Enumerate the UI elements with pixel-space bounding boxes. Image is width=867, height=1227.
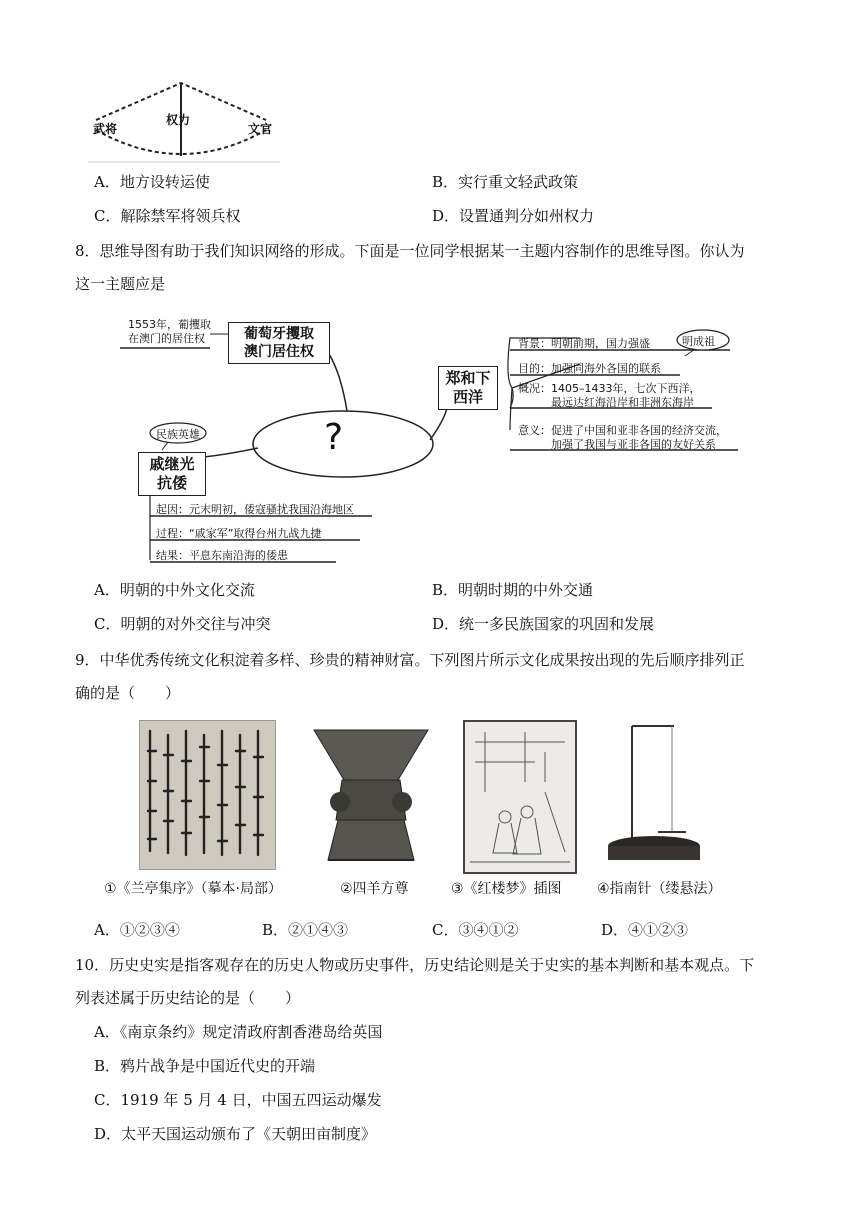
option-key: B． [262,921,289,939]
option-text: ②①④③ [288,921,349,939]
caption-1: ①《兰亭集序》（摹本·局部） [104,881,283,897]
diagram-left-label: 武将 [93,122,118,136]
power-diagram [88,78,280,164]
center-question-mark: ? [324,417,344,458]
option-key: C． [432,921,459,939]
q8-option-a[interactable] [94,580,255,600]
option-text: 明朝的对外交往与冲突 [120,615,271,633]
option-key: A． [94,921,120,939]
option-key: A． [94,173,120,191]
bronze-vessel-drawing [302,720,440,868]
option-text: 《南京条约》规定清政府割香港岛给英国 [119,1023,383,1041]
option-key: A． [94,1023,120,1041]
qi-result: 结果：平息东南沿海的倭患 [156,549,288,562]
caption-3: ③《红楼梦》插图 [451,881,562,897]
option-key: B． [94,1057,121,1075]
lanting-calligraphy-image [139,720,276,870]
zheng-overview-2: 最远达红海沿岸和非洲东海岸 [551,396,694,409]
portugal-box-line: 澳门居住权 [244,344,314,360]
q9-option-a[interactable] [94,920,180,940]
q8-stem-line1: 8．思维导图有助于我们知识网络的形成。下面是一位同学根据某一主题内容制作的思维导图。你认为 [75,242,745,260]
option-key: D． [432,207,460,225]
option-text: 明朝的中外文化交流 [119,581,255,599]
illustration-sketch [465,722,575,872]
option-key: D． [432,615,460,633]
q7-option-a[interactable] [94,172,210,192]
q9-option-c[interactable] [432,920,519,940]
option-key: A． [94,581,120,599]
q7-option-d[interactable] [432,206,594,226]
diagram-center-label: 权力 [166,113,191,127]
zheng-he-box [438,366,498,410]
caption-2: ②四羊方尊 [340,881,409,897]
caption-4: ④指南针（缕悬法） [597,881,722,897]
option-key: C． [94,1091,121,1109]
diagram-right-label: 文官 [248,122,273,136]
q10-stem-line1: 10．历史史实是指客观存在的历史人物或历史事件，历史结论则是关于史实的基本判断和基本观点。下 [75,956,755,974]
portugal-note-line: 1553年，葡攫取 [128,318,211,331]
option-text: ③④①② [458,921,519,939]
option-key: D． [94,1125,122,1143]
option-text: 地方设转运使 [119,173,210,191]
zheng-he-box-line: 西洋 [452,388,483,406]
q8-option-b[interactable] [432,580,593,600]
hero-bubble: 民族英雄 [156,428,200,441]
option-text: 设置通判分如州权力 [459,207,595,225]
portugal-box [228,322,330,364]
compass-image [602,720,708,870]
option-key: B． [432,581,459,599]
zheng-he-box-line: 郑和下 [445,369,491,387]
option-text: 1919 年 5 月 4 日，中国五四运动爆发 [120,1091,382,1109]
compass-drawing [602,720,708,870]
qi-box-line: 戚继光 [149,455,195,473]
q10-option-b[interactable] [94,1056,315,1076]
option-key: C． [94,615,121,633]
option-text: 鸦片战争是中国近代史的开端 [120,1057,316,1075]
option-text: 解除禁军将领兵权 [120,207,241,225]
zheng-background: 背景：明朝前期，国力强盛 [518,337,650,350]
qi-jiguang-box [138,452,206,496]
q10-option-d[interactable] [94,1124,376,1144]
q9-option-d[interactable] [601,920,688,940]
zheng-overview-1: 概况：1405–1433年，七次下西洋， [518,382,701,395]
option-key: B． [432,173,459,191]
option-text: ④①②③ [628,921,689,939]
zheng-significance-1: 意义：促进了中国和亚非各国的经济交流， [518,424,727,437]
mingchengzu-bubble: 明成祖 [682,335,715,348]
q8-option-d[interactable] [432,614,654,634]
option-text: 统一多民族国家的巩固和发展 [459,615,655,633]
calligraphy-strokes [140,721,275,869]
q10-stem-line2: 列表述属于历史结论的是（ ） [75,989,301,1007]
portugal-note [128,318,211,346]
q9-stem-line1: 9．中华优秀传统文化积淀着多样、珍贵的精神财富。下列图片所示文化成果按出现的先后顺序排列正 [75,651,745,669]
q9-stem-line2: 确的是（ ） [75,684,181,702]
q7-option-c[interactable] [94,206,241,226]
option-text: 明朝时期的中外交通 [458,581,594,599]
portugal-note-line: 在澳门的居住权 [128,332,205,345]
qi-box-line: 抗倭 [156,474,187,492]
q8-stem-line2: 这一主题应是 [75,275,166,293]
option-text: 太平天国运动颁布了《天朝田亩制度》 [121,1125,377,1143]
q10-option-a[interactable] [94,1022,382,1042]
qi-cause: 起因：元末明初，倭寇骚扰我国沿海地区 [156,503,354,516]
siyang-fangzun-image [302,720,440,868]
q7-option-b[interactable] [432,172,578,192]
zheng-significance-2: 加强了我国与亚非各国的友好关系 [551,438,716,451]
zheng-purpose: 目的：加强同海外各国的联系 [518,362,661,375]
option-key: C． [94,207,121,225]
option-key: D． [601,921,629,939]
mind-map [110,308,750,570]
option-text: 实行重文轻武政策 [458,173,579,191]
q10-option-c[interactable] [94,1090,382,1110]
q8-option-c[interactable] [94,614,271,634]
q9-option-b[interactable] [262,920,348,940]
option-text: ①②③④ [119,921,180,939]
qi-process: 过程：“戚家军”取得台州九战九捷 [156,527,322,540]
portugal-box-line: 葡萄牙攫取 [244,326,314,342]
hongloumeng-illustration-image [463,720,577,874]
